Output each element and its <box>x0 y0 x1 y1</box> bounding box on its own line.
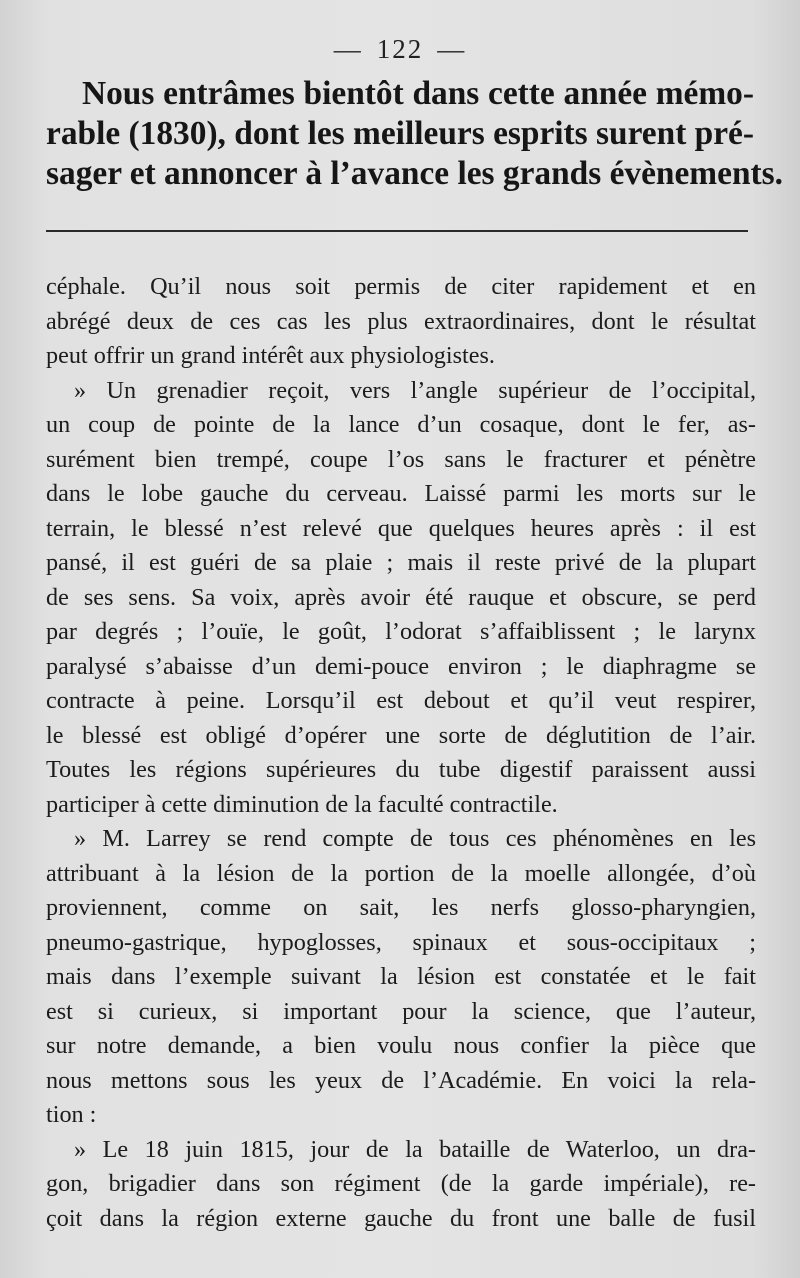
text-line: céphale. Qu’il nous soit permis de citer rapidement et en <box>46 273 756 300</box>
text-line: le blessé est obligé d’opérer une sorte de déglutition de l’air. <box>46 721 756 749</box>
headline-line: sager et annoncer à l’avance les grands évènements. <box>46 155 783 192</box>
text-line: » Le 18 juin 1815, jour de la bataille de Waterloo, un dra- <box>74 1135 756 1163</box>
text-line: çoit dans la région externe gauche du front une balle de fusil <box>46 1204 756 1232</box>
text-line: terrain, le blessé n’est relevé que quelques heures après : il est <box>46 514 756 542</box>
text-line: participer à cette diminution de la faculté contractile. <box>46 790 558 818</box>
page-number: 122 <box>376 34 424 64</box>
page-number-dash-left: — <box>333 34 363 64</box>
text-line: contracte à peine. Lorsqu’il est debout et qu’il veut respirer, <box>46 687 756 714</box>
text-line: nous mettons sous les yeux de l’Académie. En voici la rela- <box>46 1066 756 1094</box>
text-line: par degrés ; l’ouïe, le goût, l’odorat s’affaiblissent ; le larynx <box>46 618 756 645</box>
text-line: tion : <box>46 1101 97 1128</box>
page-number-header <box>0 34 800 65</box>
text-line: » Un grenadier reçoit, vers l’angle supérieur de l’occipital, <box>74 376 756 404</box>
text-line: surément bien trempé, coupe l’os sans le fracturer et pénètre <box>46 445 756 473</box>
text-line: pansé, il est guéri de sa plaie ; mais il reste privé de la plupart <box>46 549 756 576</box>
running-headline <box>46 74 783 194</box>
body-text <box>46 270 756 1236</box>
text-line: est si curieux, si important pour la science, que l’auteur, <box>46 997 756 1025</box>
text-line: attribuant à la lésion de la portion de la moelle allongée, d’où <box>46 859 756 887</box>
text-line: mais dans l’exemple suivant la lésion est constatée et le fait <box>46 963 756 990</box>
text-line: » M. Larrey se rend compte de tous ces phénomènes en les <box>74 825 756 852</box>
text-line: proviennent, comme on sait, les nerfs glosso-pharyngien, <box>46 894 756 921</box>
headline-line: Nous entrâmes bientôt dans cette année mémo- <box>82 75 754 112</box>
text-line: dans le lobe gauche du cerveau. Laissé parmi les morts sur le <box>46 480 756 507</box>
horizontal-rule <box>46 230 748 232</box>
headline-line: rable (1830), dont les meilleurs esprits surent pré- <box>46 115 754 152</box>
text-line: de ses sens. Sa voix, après avoir été rauque et obscure, se perd <box>46 583 756 611</box>
text-line: peut offrir un grand intérêt aux physiologistes. <box>46 342 495 369</box>
text-line: gon, brigadier dans son régiment (de la garde impériale), re- <box>46 1170 756 1197</box>
text-line: pneumo-gastrique, hypoglosses, spinaux et sous-occipitaux ; <box>46 928 756 956</box>
text-line: paralysé s’abaisse d’un demi-pouce environ ; le diaphragme se <box>46 652 756 680</box>
text-line: sur notre demande, a bien voulu nous confier la pièce que <box>46 1032 756 1059</box>
page-number-dash-right: — <box>437 34 467 64</box>
text-line: abrégé deux de ces cas les plus extraordinaires, dont le résultat <box>46 307 756 335</box>
text-line: un coup de pointe de la lance d’un cosaque, dont le fer, as- <box>46 411 756 438</box>
text-line: Toutes les régions supérieures du tube digestif paraissent aussi <box>46 756 756 783</box>
